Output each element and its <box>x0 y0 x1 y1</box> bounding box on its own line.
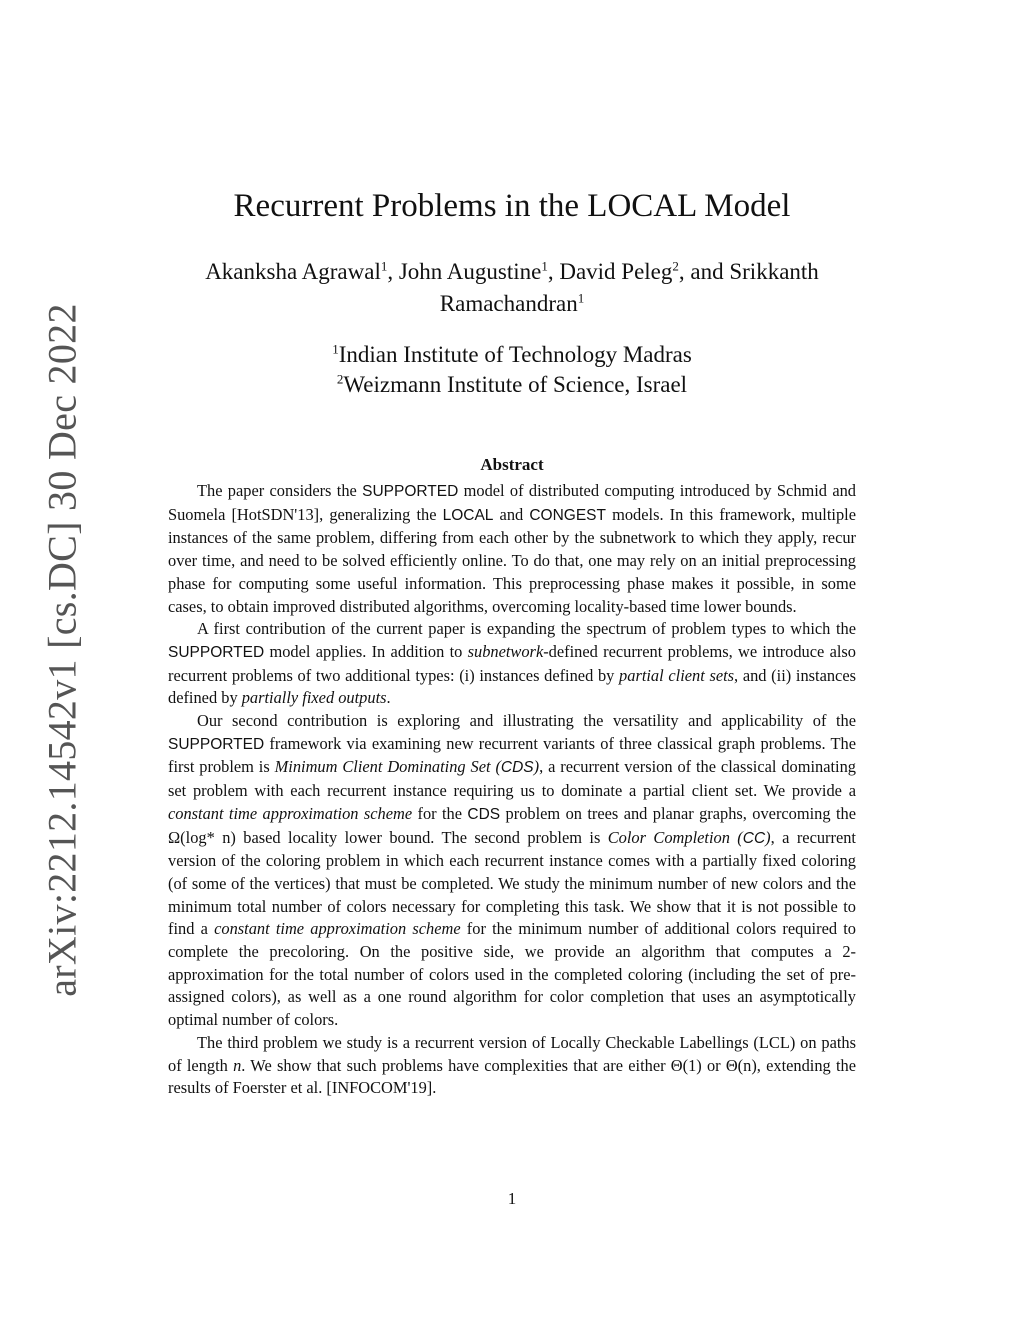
abstract-heading: Abstract <box>480 455 544 474</box>
emphasis-text: constant time approximation scheme <box>168 803 413 823</box>
author-list: Akanksha Agrawal$^1$, John Augustine$^1$, David Peleg$^2$, and Srikkanth Ramachandran$^1$ <box>205 258 819 316</box>
text-run: or <box>701 1055 726 1075</box>
text-run: Our second contribution is exploring and illustrating the versatility and applicability of the <box>197 711 856 731</box>
model-name: SUPPORTED <box>168 643 265 661</box>
affiliation-name: Indian Institute of Technology Madras <box>338 342 692 367</box>
author-name: and Srikkanth Ramachandran <box>439 259 819 316</box>
text-run: , a recurrent version of the classical dominating set problem with each recurrent instance requiring us to dominate a partial client set. We provide a <box>168 757 856 801</box>
emphasis-text: partial client sets <box>619 665 735 685</box>
affiliation-list <box>0 340 1024 400</box>
math-expression: Θ(n) <box>725 1055 757 1075</box>
abstract-paragraph <box>168 710 856 1032</box>
affiliation-marker: 1 <box>332 341 339 357</box>
affiliation-line <box>0 370 1024 400</box>
affiliation-marker: 1 <box>541 258 548 274</box>
math-expression: Θ(1) <box>670 1055 702 1075</box>
math-variable: n <box>233 1055 242 1075</box>
emphasis-text: constant time approximation scheme <box>214 919 461 939</box>
text-run: problem on trees and planar graphs, overcoming the <box>500 803 856 823</box>
emphasis-text: partially fixed outputs <box>241 688 387 708</box>
text-run: A first contribution of the current paper is expanding the spectrum of problem types to which the <box>197 619 856 639</box>
emphasis-text: ) <box>765 827 771 847</box>
paper-title: Recurrent Problems in the LOCAL Model <box>233 188 791 224</box>
text-run: The third problem we study is a recurrent version of Locally Checkable Labellings (LCL) on paths of length <box>168 1032 856 1075</box>
model-name: LOCAL <box>442 506 494 524</box>
text-run: , a recurrent version of the coloring problem in which each recurrent instance comes with a partially fixed coloring (of some of the vertices) that must be completed. We study the minimum number of new colors and the minimum total number of colors necessary for completing this task. We show that it is not possible to find a <box>168 827 856 939</box>
text-run: framework via examining new recurrent variants of three classical graph problems. The first problem is <box>168 733 856 777</box>
affiliation-marker: 1 <box>380 258 388 274</box>
math-expression: Ω(log* n) <box>168 827 236 847</box>
model-name: CONGEST <box>529 506 606 524</box>
text-run: for the minimum number of additional colors required to complete the precoloring. On the positive side, we provide an algorithm that computes a 2-approximation for the total number of colors used in the completed coloring (including the set of pre-assigned colors), as well as a one round algorithm for color completion that uses an asymptotically optimal number of colors. <box>168 919 856 1030</box>
arxiv-identifier-stamp: arXiv:2212.14542v1 [cs.DC] 30 Dec 2022 <box>39 303 85 997</box>
problem-acronym: CDS <box>500 759 534 777</box>
text-run: The paper considers the <box>197 481 363 500</box>
text-run: , and (ii) instances defined by <box>168 665 856 708</box>
text-run: model applies. In addition to <box>264 641 468 661</box>
affiliation-marker: 2 <box>672 258 679 274</box>
text-run: models. In this framework, multiple instances of the same problem, differing from each other by the subnetwork to which they apply, recur over time, and need to be solved efficiently online. To do that, one may rely on an initial preprocessing phase for computing some useful information. This preprocessing phase makes it possible, in some cases, to obtain improved distributed algorithms, overcoming locality-based time lower bounds. <box>168 504 856 616</box>
text-run: , extending the results of Foerster et al. [INFOCOM'19]. <box>168 1055 856 1098</box>
emphasis-text: Minimum Client Dominating Set ( <box>274 757 501 777</box>
problem-acronym: CC <box>742 829 766 847</box>
text-run: -defined recurrent problems, we introduce also recurrent problems of two additional types: (i) instances defined by <box>168 641 857 685</box>
abstract-paragraph <box>168 1032 856 1100</box>
affiliation-line <box>0 340 1024 370</box>
author-name: Akanksha Agrawal <box>205 259 381 284</box>
abstract-paragraph <box>168 618 856 710</box>
author-name: David Peleg <box>559 259 673 284</box>
model-name: SUPPORTED <box>362 483 459 500</box>
problem-acronym: CDS <box>467 805 501 823</box>
affiliation-marker: 2 <box>336 371 344 387</box>
affiliation-marker: 1 <box>577 290 585 306</box>
text-run: . <box>386 688 391 708</box>
abstract-paragraph <box>168 480 856 618</box>
affiliation-name: Weizmann Institute of Science, Israel <box>343 372 688 397</box>
page-number: 1 <box>507 1189 517 1208</box>
author-name: John Augustine <box>398 259 542 284</box>
model-name: SUPPORTED <box>168 735 265 753</box>
text-run: based locality lower bound. The second problem is <box>235 827 608 847</box>
abstract-body <box>168 480 856 1100</box>
emphasis-text: subnetwork <box>467 641 544 661</box>
text-run: model of distributed computing introduced by Schmid and Suomela [HotSDN'13], generalizing the <box>168 481 856 524</box>
text-run: and <box>493 504 530 524</box>
text-run: . We show that such problems have complexities that are either <box>241 1055 671 1075</box>
text-run: for the <box>412 803 468 823</box>
emphasis-text: Color Completion ( <box>607 827 743 847</box>
emphasis-text: ) <box>533 757 540 777</box>
